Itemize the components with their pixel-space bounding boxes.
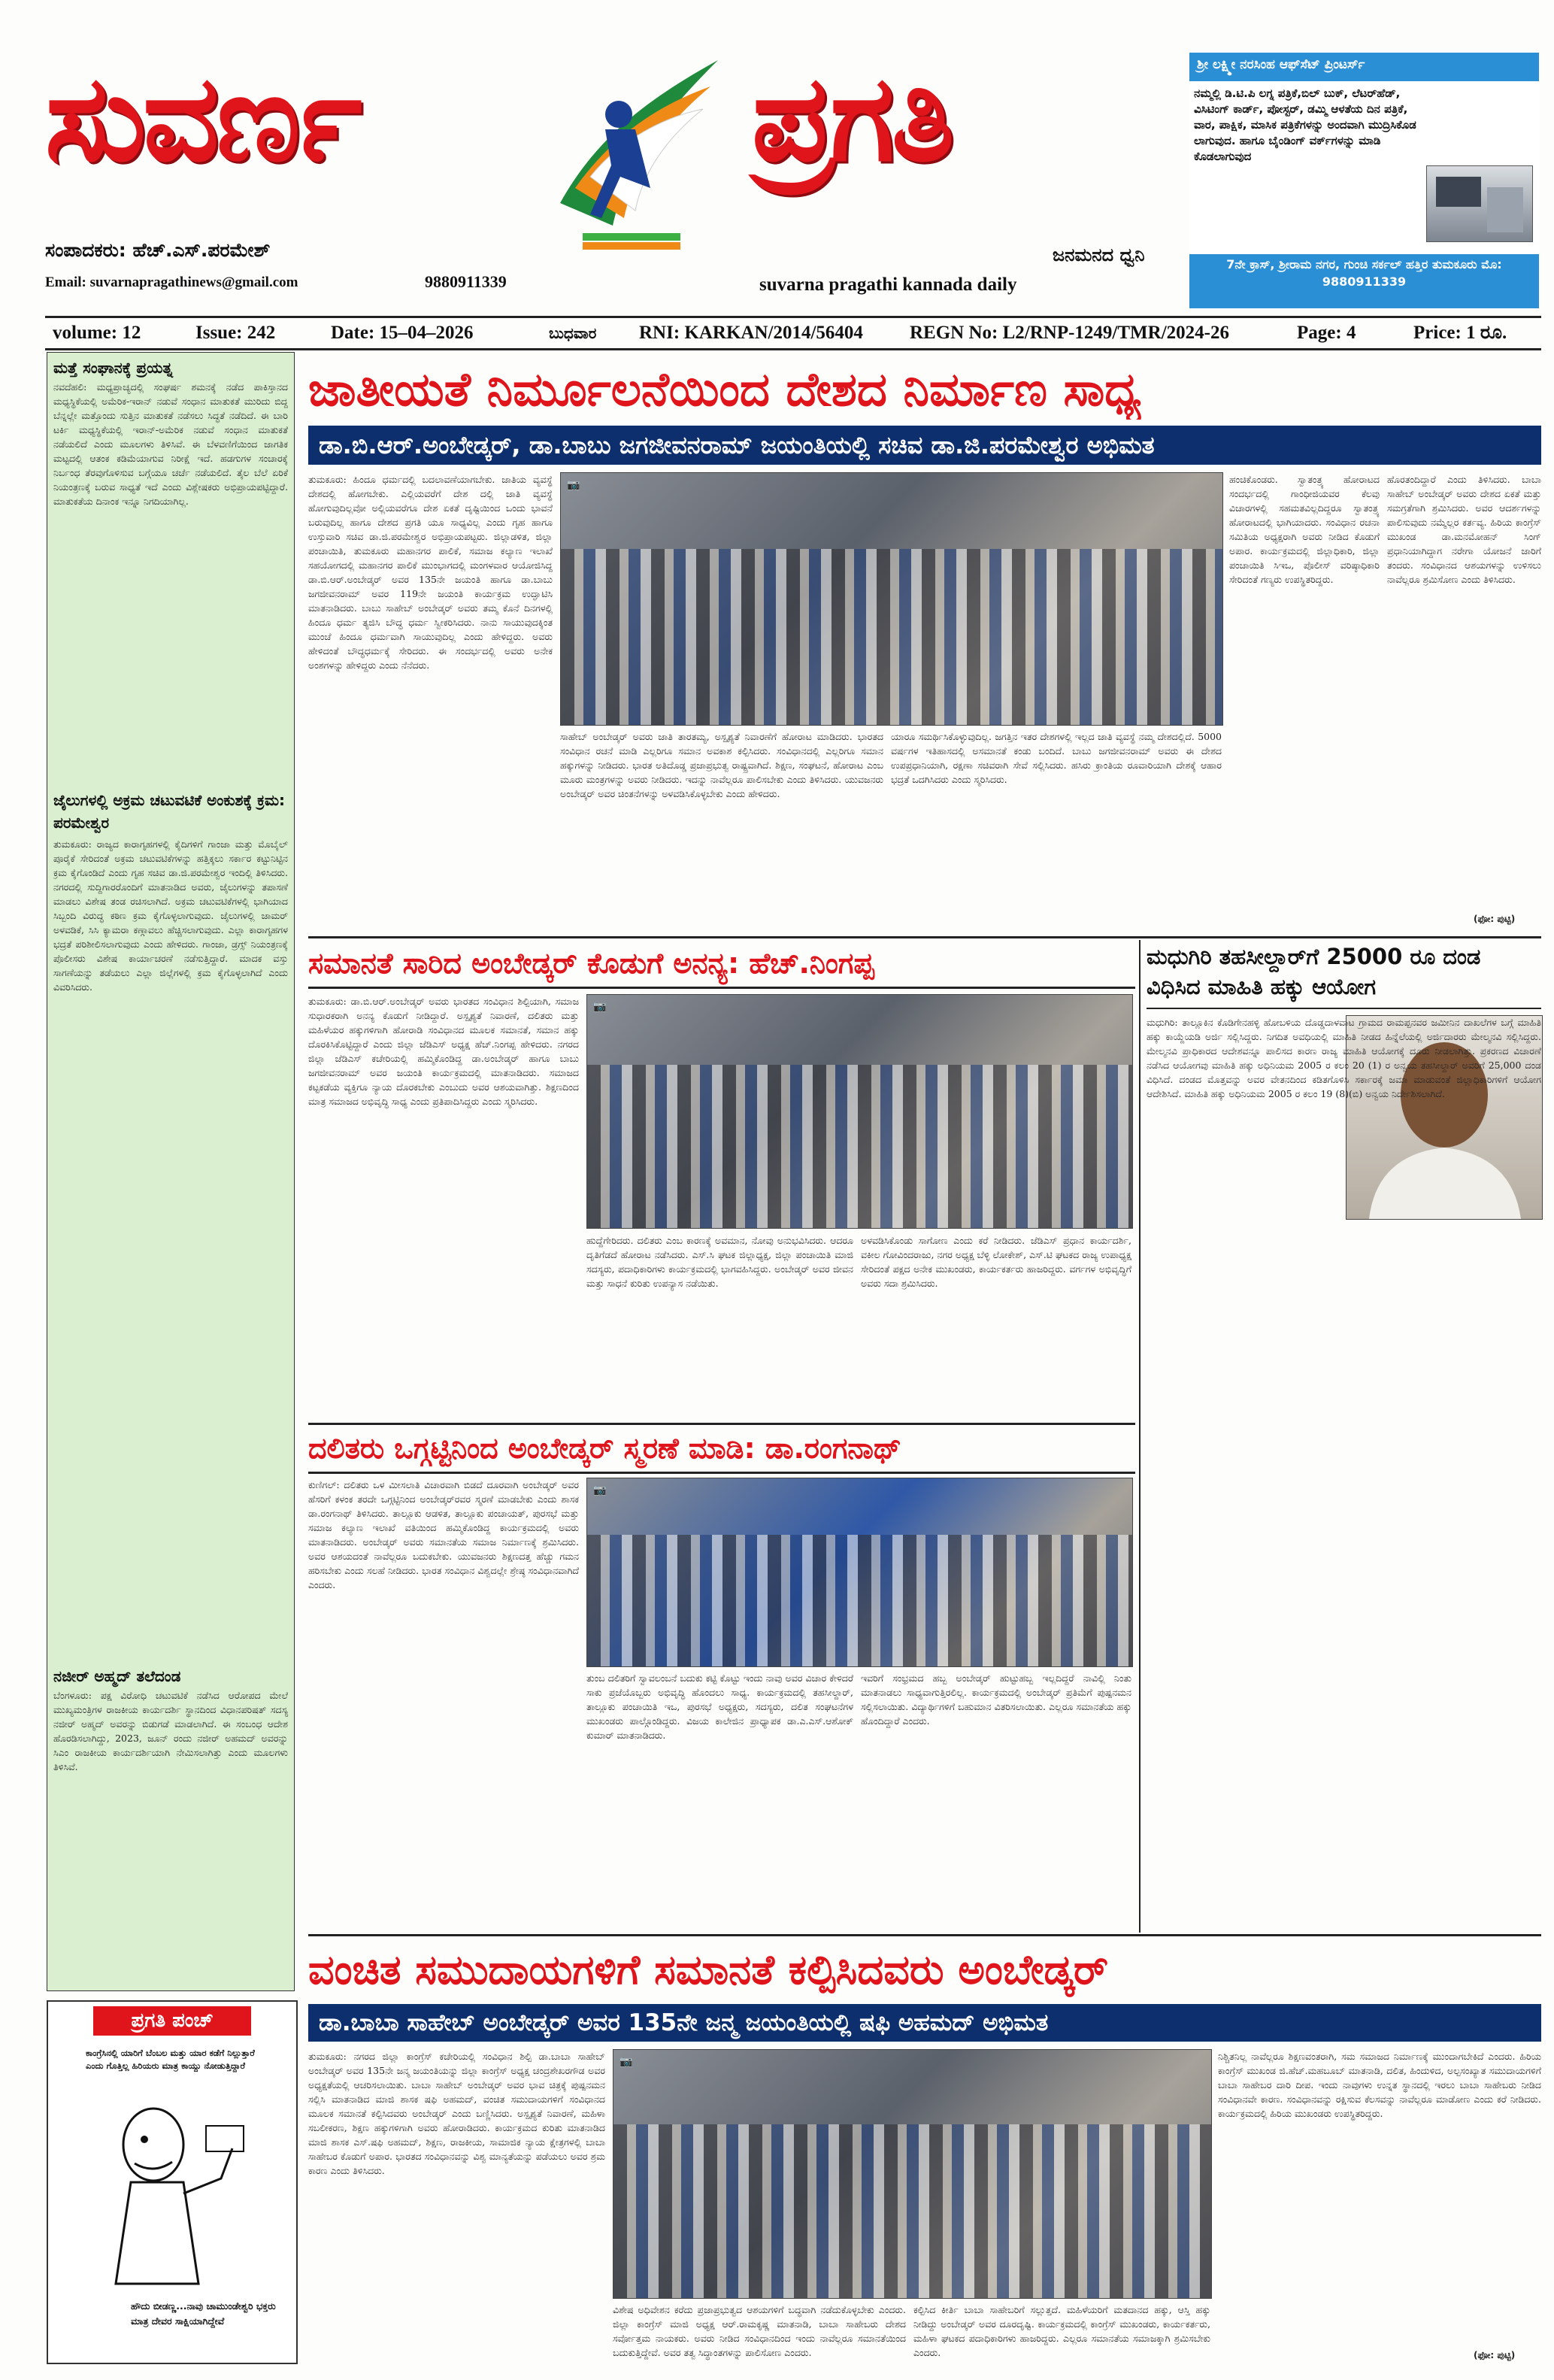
- punch-title: ಪ್ರಗತಿ ಪಂಚ್: [93, 2006, 251, 2036]
- editor-line: ಸಂಪಾದಕರು: ಹೆಚ್.ಎಸ್.ಪರಮೇಶ್: [45, 239, 271, 261]
- story5-col1: ತುಮಕೂರು: ನಗರದ ಜಿಲ್ಲಾ ಕಾಂಗ್ರೆಸ್ ಕಚೇರಿಯಲ್ಲಿ ಸಂವಿಧಾನ ಶಿಲ್ಪಿ ಡಾ.ಬಾಬಾ ಸಾಹೇಬ್ ಅಂಬೇಡ್ಕರ್ ಅವರ 135ನೇ ಜನ್ಮ ಜಯಂತಿಯನ್ನು ಜಿಲ್ಲಾ ಕಾಂಗ್ರೆಸ್ ಅಧ್ಯಕ್ಷ ಚಂದ್ರಶೇಖರಗೌಡ ಅವರ ಅಧ್ಯಕ್ಷತೆಯಲ್ಲಿ ಆಚರಿಸಲಾಯಿತು. ಬಾಬಾ ಸಾಹೇಬ್ ಅಂಬೇಡ್ಕರ್ ಅವರ ಭಾವ ಚಿತ್ರಕ್ಕೆ ಪುಷ್ಪನಮನ ಸಲ್ಲಿಸಿ ಮಾತನಾಡಿದ ಮಾಜಿ ಶಾಸಕ ಷಫಿ ಅಹಮದ್, ವಂಚಿತ ಸಮುದಾಯಗಳಿಗೆ ಸಂವಿಧಾನದ ಮೂಲಕ ಸಮಾನತೆ ಕಲ್ಪಿಸಿದವರು ಅಂಬೇಡ್ಕರ್ ಎಂದು ಬಣ್ಣಿಸಿದರು. ಅಸ್ಪೃಶ್ಯತೆ ನಿವಾರಣೆ, ಮಹಿಳಾ ಸಬಲೀಕರಣ, ಶಿಕ್ಷಣ ಹಕ್ಕುಗಳಿಗಾಗಿ ಅವರು ಹೋರಾಡಿದರು. ಕಾರ್ಯಕ್ರಮದ ಕುರಿತು ಮಾತನಾಡಿದ ಮಾಜಿ ಶಾಸಕ ಎಸ್.ಷಫಿ ಅಹಮದ್, ಶಿಕ್ಷಣ, ರಾಜಕೀಯ, ಸಾಮಾಜಿಕ ನ್ಯಾಯ ಕ್ಷೇತ್ರಗಳಲ್ಲಿ ಬಾಬಾ ಸಾಹೇಬರ ಕೊಡುಗೆ ಅಪಾರ. ಭಾರತದ ಸಂವಿಧಾನವನ್ನು ವಿಶ್ವ ಮಾನ್ಯತೆಯನ್ನು ಪಡೆಯಲು ಅವರ ಶ್ರಮ ಕಾರಣ ಎಂದು ತಿಳಿಸಿದರು.: [308, 2051, 605, 2176]
- story3-headline: ಮಧುಗಿರಿ ತಹಸೀಲ್ದಾರ್‌ಗೆ 25000 ರೂ ದಂಡ ವಿಧಿಸಿದ ಮಾಹಿತಿ ಹಕ್ಕು ಆಯೋಗ: [1147, 944, 1481, 999]
- story5-col4: ನಿಶ್ಚಿತನಿಲ್ಲ ನಾವೆಲ್ಲರೂ ಶಿಕ್ಷಣವಂತರಾಗಿ, ಸಮ ಸಮಾಜದ ನಿರ್ಮಾಣಕ್ಕೆ ಮುಂದಾಗಬೇಕಿದೆ ಎಂದರು. ಹಿರಿಯ ಕಾಂಗ್ರೆಸ್ ಮುಖಂಡ ಜಿ.ಹೆಚ್.ಮಹಬೂಬ್ ಮಾತನಾಡಿ, ದಲಿತ, ಹಿಂದುಳಿದ, ಅಲ್ಪಸಂಖ್ಯಾತ ಸಮುದಾಯಗಳಿಗೆ ಬಾಬಾ ಸಾಹೇಬರ ದಾರಿ ದೀಪ. ಇಂದು ನಾವುಗಳು ಉನ್ನತ ಸ್ಥಾನದಲ್ಲಿ ಇರಲು ಬಾಬಾ ಸಾಹೇಬರು ನೀಡಿದ ಸಂವಿಧಾನವೇ ಕಾರಣ. ಸಂವಿಧಾನವನ್ನು ರಕ್ಷಿಸುವ ಕೆಲಸವನ್ನು ನಾವೆಲ್ಲರೂ ಮಾಡೋಣ ಎಂದು ಕರೆ ನೀಡಿದರು. ಕಾರ್ಯಕ್ರಮದಲ್ಲಿ ಹಿರಿಯ ಮುಖಂಡರು ಉಪಸ್ಥಿತರಿದ್ದರು.: [1218, 2051, 1541, 2119]
- main1-photo: 📷: [560, 472, 1223, 726]
- email-line: Email: suvarnapragathinews@gmail.com: [45, 274, 298, 290]
- volume: volume: 12: [53, 323, 141, 343]
- punch-caption-bottom: ಹೌದು ಬೀಡಣ್ಣ...ನಾವು ಚಾಮುಂಡೇಶ್ವರಿ ಭಕ್ತರು ಮಾತ್ರ ದೇವರ ಸಾಕ್ಷಿಯಾಗಿದ್ದೇವೆ: [131, 2300, 276, 2327]
- main1-col1: ತುಮಕೂರು: ಹಿಂದೂ ಧರ್ಮದಲ್ಲಿ ಬದಲಾವಣೆಯಾಗಬೇಕು. ಜಾತಿಯ ವ್ಯವಸ್ಥೆ ದೇಶದಲ್ಲಿ ಹೋಗಬೇಕು. ಎಲ್ಲಿಯವರೆಗೆ ದೇಶ ದಲ್ಲಿ ಜಾತಿ ವ್ಯವಸ್ಥೆ ಹೋಗುವುದಿಲ್ಲವೋ ಅಲ್ಲಿಯವರೆಗೂ ದೇಶ ಏಕತೆ ದೃಷ್ಟಿಯಿಂದ ಒಂದು ಭಾವನೆ ಬರುವುದಿಲ್ಲ ಹಾಗೂ ದೇಶದ ಪ್ರಗತಿ ಯೂ ಸಾಧ್ಯವಿಲ್ಲ ಎಂದು ಗೃಹ ಹಾಗೂ ಉಸ್ತುವಾರಿ ಸಚಿವ ಡಾ.ಜಿ.ಪರಮೇಶ್ವರ ಅಭಿಪ್ರಾಯಪಟ್ಟರು. ಜಿಲ್ಲಾಡಳಿತ, ಜಿಲ್ಲಾ ಪಂಚಾಯಿತಿ, ತುಮಕೂರು ಮಹಾನಗರ ಪಾಲಿಕೆ, ಸಮಾಜ ಕಲ್ಯಾಣ ಇಲಾಖೆ ಸಹಯೋಗದಲ್ಲಿ ಮಹಾನಗರ ಪಾಲಿಕೆ ಮುಂಭಾಗದಲ್ಲಿ ಮಂಗಳವಾರ ಆಯೋಜಿಸಿದ್ದ ಡಾ.ಬಿ.ಆರ್.ಅಂಬೇಡ್ಕರ್ ಅವರ 135ನೇ ಜಯಂತಿ ಹಾಗೂ ಡಾ.ಬಾಬು ಜಗಜೀವನರಾಮ್ ಅವರ 119ನೇ ಜಯಂತಿ ಕಾರ್ಯಕ್ರಮ ಉದ್ಘಾಟಿಸಿ ಮಾತನಾಡಿದರು. ಬಾಬು ಸಾಹೇಬ್ ಅಂಬೇಡ್ಕರ್ ಅವರು ತಮ್ಮ ಕೊನೆ ದಿನಗಳಲ್ಲಿ ಹಿಂದೂ ಧರ್ಮ ತ್ಯಜಿಸಿ ಬೌದ್ಧ ಧರ್ಮ ಸ್ವೀಕರಿಸಿದರು. ನಾನು ಸಾಯುವುದಕ್ಕಿಂತ ಮುಂಚೆ ಹಿಂದೂ ಧರ್ಮವಾಗಿ ಸಾಯುವುದಿಲ್ಲ ಎಂದು ಹೇಳಿದ್ದರು. ಅವರು ಹೇಳಿದಂತೆ ಬೌದ್ಧಧರ್ಮಕ್ಕೆ ಸೇರಿದರು. ಈ ಸಂದರ್ಭದಲ್ಲಿ ಅವರು ಅನೇಕ ಅಂಶಗಳನ್ನು ಹೇಳಿದ್ದರು ಎಂದು ನೆನೆದರು.: [308, 474, 553, 671]
- date: Date: 15–04–2026: [331, 323, 474, 343]
- cartoon-figure-icon: [101, 2103, 251, 2291]
- story4-col2: ತುಂಬ ದಲಿತರಿಗೆ ಸ್ವಾವಲಂಬನೆ ಬದುಕು ಕಟ್ಟಿ ಕೊಟ್ಟು ಇಂದು ನಾವು ಅವರ ವಿಚಾರ ಕೇಳಿದರೆ ಸಾಕು ಪ್ರಜೆಯೊಬ್ಬರು ಅಭಿವೃದ್ಧಿ ಹೊಂದಲು ಸಾಧ್ಯ. ಕಾರ್ಯಕ್ರಮದಲ್ಲಿ ತಹಸೀಲ್ದಾರ್, ತಾಲ್ಲೂಕು ಪಂಚಾಯಿತಿ ಇಒ, ಪುರಸಭೆ ಅಧ್ಯಕ್ಷರು, ಸದಸ್ಯರು, ದಲಿತ ಸಂಘಟನೆಗಳ ಮುಖಂಡರು ಪಾಲ್ಗೊಂಡಿದ್ದರು. ವಿಜಯ ಕಾಲೇಜಿನ ಪ್ರಾಧ್ಯಾಪಕ ಡಾ.ಎ.ಎಸ್.ಆಶೋಕ್ ಕುಮಾರ್ ಮಾತನಾಡಿದರು.: [586, 1672, 853, 1741]
- ad-body: ನಮ್ಮಲ್ಲಿ ಡಿ.ಟಿ.ಪಿ ಲಗ್ನ ಪತ್ರಿಕೆ,ಬಿಲ್ ಬುಕ್, ಲೆಟರ್‌ಹೆಡ್, ವಿಸಿಟಿಂಗ್ ಕಾರ್ಡ್, ಪೋಸ್ಟರ್, ಡಮ್ಮಿ ಆಳತೆಯ ದಿನ ಪತ್ರಿಕೆ, ವಾರ, ಪಾಕ್ಷಿಕ, ಮಾಸಿಕ ಪತ್ರಿಕೆಗಳನ್ನು ಅಂದವಾಗಿ ಮುದ್ರಿಸಿಕೊಡ ಲಾಗುವುದ. ಹಾಗೂ ಬೈಂಡಿಂಗ್ ವರ್ಕ್‌ಗಳನ್ನು ಮಾಡಿ ಕೊಡಲಾಗುವುದ: [1194, 86, 1416, 163]
- printer-image: [1426, 165, 1533, 242]
- price: Price: 1 ರೂ.: [1413, 323, 1507, 343]
- left-text-1: ನವದೆಹಲಿ: ಮಧ್ಯಪ್ರಾಚ್ಯದಲ್ಲಿ ಸಂಘರ್ಷ ಶಮನಕ್ಕೆ ನಡೆದ ಪಾಕಿಸ್ತಾನದ ಮಧ್ಯಸ್ಥಿಕೆಯಲ್ಲಿ ಅಮೆರಿಕ-ಇರಾನ್ ನಡುವೆ ಸಂಧಾನ ಮಾತುಕತೆ ಮುರಿದು ಬಿದ್ದ ಬೆನ್ನಲ್ಲೇ ಮತ್ತೊಂದು ಸುತ್ತಿನ ಮಾತುಕತೆ ನಡೆಸಲು ಸಿದ್ಧತೆ ನಡೆದಿದೆ. ಈ ಬಾರಿ ಟರ್ಕಿ ಮಧ್ಯಸ್ಥಿಕೆಯಲ್ಲಿ ಇರಾನ್-ಅಮೆರಿಕ ನಡುವೆ ಸಂಧಾನ ಮಾತುಕತೆ ನಡೆಯಲಿದೆ ಎಂದು ಮೂಲಗಳು ತಿಳಿಸಿವೆ. ಈ ಬೆಳವಣಿಗೆಯಿಂದ ಜಾಗತಿಕ ಮಟ್ಟದಲ್ಲಿ ಆತಂಕ ಕಡಿಮೆಯಾಗುವ ನಿರೀಕ್ಷೆ ಇದೆ. ಹಡಗುಗಳ ಸಂಚಾರಕ್ಕೆ ನಿರ್ಬಂಧ ತೆರವುಗೊಳಿಸುವ ಬಗ್ಗೆಯೂ ಚರ್ಚೆ ನಡೆಯಲಿದೆ. ತೈಲ ಬೆಲೆ ಏರಿಕೆ ನಿಯಂತ್ರಣಕ್ಕೆ ಬರುವ ಸಾಧ್ಯತೆ ಇದೆ ಎಂದು ವಿಶ್ಲೇಷಕರು ಅಭಿಪ್ರಾಯಪಟ್ಟಿದ್ದಾರೆ. ಮಾತುಕತೆಯ ದಿನಾಂಕ ಇನ್ನೂ ನಿಗದಿಯಾಗಿಲ್ಲ.: [53, 381, 288, 507]
- page-number: Page: 4: [1297, 323, 1356, 343]
- left-text-2: ತುಮಕೂರು: ರಾಜ್ಯದ ಕಾರಾಗೃಹಗಳಲ್ಲಿ ಕೈದಿಗಳಿಗೆ ಗಾಂಜಾ ಮತ್ತು ಮೊಬೈಲ್ ಪೂರೈಕೆ ಸೇರಿದಂತೆ ಅಕ್ರಮ ಚಟುವಟಿಕೆಗಳನ್ನು ಹತ್ತಿಕ್ಕಲು ಸರ್ಕಾರ ಕಟ್ಟುನಿಟ್ಟಿನ ಕ್ರಮ ಕೈಗೊಂಡಿದೆ ಎಂದು ಗೃಹ ಸಚಿವ ಡಾ.ಜಿ.ಪರಮೇಶ್ವರ ಇಂದಿಲ್ಲಿ ತಿಳಿಸಿದರು. ನಗರದಲ್ಲಿ ಸುದ್ದಿಗಾರರೊಂದಿಗೆ ಮಾತನಾಡಿದ ಅವರು, ಜೈಲುಗಳನ್ನು ತಪಾಸಣೆ ಮಾಡಲು ವಿಶೇಷ ತಂಡ ರಚಿಸಲಾಗಿದೆ. ಅಕ್ರಮ ಚಟುವಟಿಕೆಗಳಲ್ಲಿ ಭಾಗಿಯಾದ ಸಿಬ್ಬಂದಿ ವಿರುದ್ಧ ಕಠಿಣ ಕ್ರಮ ಕೈಗೊಳ್ಳಲಾಗುವುದು. ಜೈಲುಗಳಲ್ಲಿ ಜಾಮರ್ ಅಳವಡಿಕೆ, ಸಿಸಿ ಕ್ಯಾಮರಾ ಕಣ್ಗಾವಲು ಹೆಚ್ಚಿಸಲಾಗುವುದು. ಎಲ್ಲಾ ಕಾರಾಗೃಹಗಳ ಭದ್ರತೆ ಪರಿಶೀಲಿಸಲಾಗುವುದು ಎಂದು ಹೇಳಿದರು. ಗಾಂಜಾ, ಡ್ರಗ್ಸ್ ನಿಯಂತ್ರಣಕ್ಕೆ ಪೊಲೀಸರು ವಿಶೇಷ ಕಾರ್ಯಾಚರಣೆ ನಡೆಸುತ್ತಿದ್ದಾರೆ. ಮಾದಕ ವಸ್ತು ಸಾಗಣೆಯನ್ನು ತಡೆಯಲು ಎಲ್ಲಾ ಜಿಲ್ಲೆಗಳಲ್ಲಿ ಕ್ರಮ ಕೈಗೊಳ್ಳಲಾಗಿದೆ ಎಂದು ವಿವರಿಸಿದರು.: [53, 838, 288, 993]
- main1-col2: ಸಾಹೇಬ್ ಅಂಬೇಡ್ಕರ್ ಅವರು ಜಾತಿ ತಾರತಮ್ಯ, ಅಸ್ಪೃಶ್ಯತೆ ನಿವಾರಣೆಗೆ ಹೋರಾಟ ಮಾಡಿದರು. ಭಾರತದ ಸಂವಿಧಾನ ರಚನೆ ಮಾಡಿ ಎಲ್ಲರಿಗೂ ಸಮಾನ ಅವಕಾಶ ಕಲ್ಪಿಸಿದರು. ಸಂವಿಧಾನದಲ್ಲಿ ಎಲ್ಲರಿಗೂ ಸಮಾನ ಹಕ್ಕುಗಳನ್ನು ನೀಡಿದರು. ಭಾರತ ಅತಿದೊಡ್ಡ ಪ್ರಜಾಪ್ರಭುತ್ವ ರಾಷ್ಟ್ರವಾಗಿದೆ. ಶಿಕ್ಷಣ, ಸಂಘಟನೆ, ಹೋರಾಟ ಎಂಬ ಮೂರು ಮಂತ್ರಗಳನ್ನು ಅವರು ನೀಡಿದರು. ಇದನ್ನು ನಾವೆಲ್ಲರೂ ಪಾಲಿಸಬೇಕು ಎಂದು ತಿಳಿಸಿದರು. ಯುವಜನರು ಅಂಬೇಡ್ಕರ್ ಅವರ ಚಿಂತನೆಗಳನ್ನು ಅಳವಡಿಸಿಕೊಳ್ಳಬೇಕು ಎಂದು ಹೇಳಿದರು.: [560, 731, 883, 799]
- main1-col5: ಹೊರತಂದಿದ್ದಾರೆ ಎಂದು ತಿಳಿಸಿದರು. ಬಾಬಾ ಸಾಹೇಬ್ ಅಂಬೇಡ್ಕರ್ ಅವರು ದೇಶದ ಏಕತೆ ಮತ್ತು ಸಮಗ್ರತೆಗಾಗಿ ಶ್ರಮಿಸಿದರು. ಅವರ ಆದರ್ಶಗಳನ್ನು ಪಾಲಿಸುವುದು ನಮ್ಮೆಲ್ಲರ ಕರ್ತವ್ಯ. ಹಿರಿಯ ಕಾಂಗ್ರೆಸ್ ಮುಖಂಡ ಡಾ.ಮನಮೋಹನ್ ಸಿಂಗ್ ಪ್ರಧಾನಿಯಾಗಿದ್ದಾಗ ನರೇಗಾ ಯೋಜನೆ ಜಾರಿಗೆ ತಂದರು. ಸಂವಿಧಾನದ ಆಶಯಗಳನ್ನು ಉಳಿಸಲು ನಾವೆಲ್ಲರೂ ಶ್ರಮಿಸೋಣ ಎಂದು ತಿಳಿಸಿದರು.: [1387, 474, 1541, 585]
- phone-line: 9880911339: [425, 272, 507, 291]
- story4-col1: ಕುಣಿಗಲ್: ದಲಿತರು ಒಳ ಮೀಸಲಾತಿ ವಿಚಾರವಾಗಿ ಬಿಡದೆ ದೂರವಾಗಿ ಅಂಬೇಡ್ಕರ್ ಅವರ ಹೆಸರಿಗೆ ಕಳಂಕ ತರದೇ ಒಗ್ಗಟ್ಟಿನಿಂದ ಅಂಬೇಡ್ಕರ್‌ರವರ ಸ್ಮರಣೆ ಮಾಡಬೇಕು ಎಂದು ಶಾಸಕ ಡಾ.ರಂಗನಾಥ್ ತಿಳಿಸಿದರು. ತಾಲ್ಲೂಕು ಆಡಳಿತ, ತಾಲ್ಲೂಕು ಪಂಚಾಯತ್, ಪುರಸಭೆ ಮತ್ತು ಸಮಾಜ ಕಲ್ಯಾಣ ಇಲಾಖೆ ವತಿಯಿಂದ ಹಮ್ಮಿಕೊಂಡಿದ್ದ ಕಾರ್ಯಕ್ರಮದಲ್ಲಿ ಅವರು ಮಾತನಾಡಿದರು. ಅಂಬೇಡ್ಕರ್ ಅವರು ಸಮಾನತೆಯ ಸಮಾಜ ನಿರ್ಮಾಣಕ್ಕೆ ಶ್ರಮಿಸಿದರು. ಅವರ ಆಶಯದಂತೆ ನಾವೆಲ್ಲರೂ ಬದುಕಬೇಕು. ಯುವಜನರು ಶಿಕ್ಷಣದತ್ತ ಹೆಚ್ಚು ಗಮನ ಹರಿಸಬೇಕು ಎಂದು ಸಲಹೆ ನೀಡಿದರು. ಭಾರತ ಸಂವಿಧಾನ ವಿಶ್ವದಲ್ಲೇ ಶ್ರೇಷ್ಠ ಸಂವಿಧಾನವಾಗಿದೆ ಎಂದರು.: [308, 1479, 579, 1590]
- masthead-logo-icon: [530, 45, 726, 263]
- info-bar: [45, 316, 1541, 350]
- masthead: [0, 0, 1554, 310]
- weekday: ಬುಧವಾರ: [549, 324, 597, 342]
- left-heading-2: ಜೈಲುಗಳಲ್ಲಿ ಅಕ್ರಮ ಚಟುವಟಿಕೆ ಅಂಕುಶಕ್ಕೆ ಕ್ರಮ: ಪರಮೇಶ್ವರ: [53, 791, 286, 832]
- left-heading-3: ನಜೀರ್ ಅಹ್ಮದ್ ತಲೆದಂಡ: [53, 1667, 181, 1685]
- story5-col2: ವಿಶೇಷ ಅಧಿವೇಶನ ಕರೆದು ಪ್ರಜಾಪ್ರಭುತ್ವದ ಆಶಯಗಳಿಗೆ ಬದ್ಧವಾಗಿ ನಡೆದುಕೊಳ್ಳಬೇಕು ಎಂದರು. ಜಿಲ್ಲಾ ಕಾಂಗ್ರೆಸ್ ಮಾಜಿ ಅಧ್ಯಕ್ಷ ಆರ್.ರಾಮಕೃಷ್ಣ ಮಾತನಾಡಿ, ಬಾಬಾ ಸಾಹೇಬರು ದೇಶದ ಸರ್ವೋತ್ತಮ ನಾಯಕರು. ಅವರು ನೀಡಿದ ಸಂವಿಧಾನದಿಂದ ಇಂದು ನಾವೆಲ್ಲರೂ ಸಮಾನತೆಯಿಂದ ಬದುಕುತ್ತಿದ್ದೇವೆ. ಅವರ ತತ್ವ ಸಿದ್ಧಾಂತಗಳನ್ನು ಪಾಲಿಸೋಣ ಎಂದರು.: [613, 2304, 906, 2358]
- story4-headline: ದಲಿತರು ಒಗ್ಗಟ್ಟಿನಿಂದ ಅಂಬೇಡ್ಕರ್ ಸ್ಮರಣೆ ಮಾಡಿ: ಡಾ.ರಂಗನಾಥ್: [308, 1423, 1135, 1474]
- story5-subhead: ಡಾ.ಬಾಬಾ ಸಾಹೇಬ್ ಅಂಬೇಡ್ಕರ್ ಅವರ 135ನೇ ಜನ್ಮ ಜಯಂತಿಯಲ್ಲಿ ಷಫಿ ಅಹಮದ್ ಅಭಿಮತ: [308, 2004, 1541, 2042]
- main-subhead: ಡಾ.ಬಿ.ಆರ್.ಅಂಬೇಡ್ಕರ್, ಡಾ.ಬಾಬು ಜಗಜೀವನರಾಮ್ ಜಯಂತಿಯಲ್ಲಿ ಸಚಿವ ಡಾ.ಜಿ.ಪರಮೇಶ್ವರ ಅಭಿಮತ: [308, 426, 1541, 465]
- story5-photo: 📷: [613, 2049, 1212, 2299]
- story3-body: ಮಧುಗಿರಿ: ತಾಲ್ಲೂಕಿನ ಕೊಡಿಗೇನಹಳ್ಳಿ ಹೋಬಳಿಯ ದೊಡ್ಡದಾಳವಾಟ ಗ್ರಾಮದ ರಾಮಪ್ಪನವರ ಜಮೀನಿನ ದಾಖಲೆಗಳ ಬಗ್ಗೆ ಮಾಹಿತಿ ಹಕ್ಕು ಕಾಯ್ದೆಯಡಿ ಅರ್ಜಿ ಸಲ್ಲಿಸಿದ್ದರು. ನಿಗದಿತ ಅವಧಿಯಲ್ಲಿ ಮಾಹಿತಿ ನೀಡದ ಹಿನ್ನೆಲೆಯಲ್ಲಿ ಅರ್ಜಿದಾರರು ಮೇಲ್ಮನವಿ ಸಲ್ಲಿಸಿದ್ದರು. ಮೇಲ್ಮನವಿ ಪ್ರಾಧಿಕಾರದ ಆದೇಶವನ್ನೂ ಪಾಲಿಸದ ಕಾರಣ ರಾಜ್ಯ ಮಾಹಿತಿ ಆಯೋಗಕ್ಕೆ ದೂರು ನೀಡಲಾಗಿತ್ತು. ಪ್ರಕರಣದ ವಿಚಾರಣೆ ನಡೆಸಿದ ಆಯೋಗವು ಮಾಹಿತಿ ಹಕ್ಕು ಅಧಿನಿಯಮ 2005 ರ ಕಲಂ 20 (1) ರ ಅನ್ವಯ ತಹಸೀಲ್ದಾರ್ ಅವರಿಗೆ 25,000 ದಂಡ ವಿಧಿಸಿದೆ. ದಂಡದ ಮೊತ್ತವನ್ನು ಅವರ ವೇತನದಿಂದ ಕಡಿತಗೊಳಿಸಿ ಸರ್ಕಾರಕ್ಕೆ ಜಮಾ ಮಾಡುವಂತೆ ಜಿಲ್ಲಾಧಿಕಾರಿಗಳಿಗೆ ಆಯೋಗ ಆದೇಶಿಸಿದೆ. ಮಾಹಿತಿ ಹಕ್ಕು ಅಧಿನಿಯಮ 2005 ರ ಕಲಂ 19 (8)(ಬಿ) ಅನ್ವಯ ನಿರ್ದೇಶಿಸಲಾಗಿದೆ.: [1147, 1017, 1541, 1099]
- story5-headline: ವಂಚಿತ ಸಮುದಾಯಗಳಿಗೆ ಸಮಾನತೆ ಕಲ್ಪಿಸಿದವರು ಅಂಬೇಡ್ಕರ್: [308, 1946, 1109, 1993]
- story2-col2: ಹುದ್ದೆಗೇರಿದರು. ದಲಿತರು ಎಂಬ ಕಾರಣಕ್ಕೆ ಅವಮಾನ, ನೋವು ಅನುಭವಿಸಿದರು. ಆದರೂ ದೃತಿಗೆಡದೆ ಹೋರಾಟ ನಡೆಸಿದರು. ಎಸ್.ಸಿ ಘಟಕ ಜಿಲ್ಲಾಧ್ಯಕ್ಷ, ಜಿಲ್ಲಾ ಪಂಚಾಯಿತಿ ಮಾಜಿ ಸದಸ್ಯರು, ಪದಾಧಿಕಾರಿಗಳು ಕಾರ್ಯಕ್ರಮದಲ್ಲಿ ಭಾಗವಹಿಸಿದ್ದರು. ಅಂಬೇಡ್ಕರ್ ಅವರ ಜೀವನ ಮತ್ತು ಸಾಧನೆ ಕುರಿತು ಉಪನ್ಯಾಸ ನಡೆಯಿತು.: [586, 1235, 853, 1289]
- story2-col3: ಅಳವಡಿಸಿಕೊಂಡು ಸಾಗೋಣ ಎಂದು ಕರೆ ನೀಡಿದರು. ಜೆಡಿಎಸ್ ಪ್ರಧಾನ ಕಾರ್ಯದರ್ಶಿ, ವಕೀಲ ಗೋವಿಂದರಾಜು, ನಗರ ಅಧ್ಯಕ್ಷ ಬೆಳ್ಳಿ ಲೋಕೇಶ್, ಎಸ್.ಟಿ ಘಟಕದ ರಾಜ್ಯ ಉಪಾಧ್ಯಕ್ಷ ಸೇರಿದಂತೆ ಪಕ್ಷದ ಅನೇಕ ಮುಖಂಡರು, ಕಾರ್ಯಕರ್ತರು ಹಾಜರಿದ್ದರು. ವರ್ಗಗಳ ಅಭಿವೃದ್ಧಿಗೆ ಅವರು ಸದಾ ಶ್ರಮಿಸಿದರು.: [861, 1235, 1131, 1289]
- main-headline: ಜಾತೀಯತೆ ನಿರ್ಮೂಲನೆಯಿಂದ ದೇಶದ ನಿರ್ಮಾಣ ಸಾಧ್ಯ: [308, 362, 1141, 417]
- rni: RNI: KARKAN/2014/56404: [639, 323, 863, 343]
- ad-address: 7ನೇ ಕ್ರಾಸ್, ಶ್ರೀರಾಮ ನಗರ, ಗುಂಚಿ ಸರ್ಕಲ್ ಹತ್ತಿರ ತುಮಕೂರು ಮೊ: 9880911339: [1189, 254, 1539, 308]
- masthead-title-left: ಸುವರ್ಣ: [45, 50, 359, 188]
- left-column: [47, 352, 295, 1991]
- tagline: ಜನಮನದ ಧ್ವನಿ: [1053, 244, 1145, 265]
- issue: Issue: 242: [195, 323, 276, 343]
- story5-col3: ಕಲ್ಪಿಸಿದ ಕೀರ್ತಿ ಬಾಬಾ ಸಾಹೇಬರಿಗೆ ಸಲ್ಲುತ್ತದೆ. ಮಹಿಳೆಯರಿಗೆ ಮತದಾನದ ಹಕ್ಕು, ಆಸ್ತಿ ಹಕ್ಕು ನೀಡಿದ್ದು ಅಂಬೇಡ್ಕರ್ ಅವರ ದೂರದೃಷ್ಟಿ. ಕಾರ್ಯಕ್ರಮದಲ್ಲಿ ಕಾಂಗ್ರೆಸ್ ಮುಖಂಡರು, ಕಾರ್ಯಕರ್ತರು, ಮಹಿಳಾ ಘಟಕದ ಪದಾಧಿಕಾರಿಗಳು ಹಾಜರಿದ್ದರು. ಎಲ್ಲರೂ ಸಮಾನತೆಯ ಸಮಾಜಕ್ಕಾಗಿ ಶ್ರಮಿಸಬೇಕು ಎಂದರು.: [913, 2304, 1210, 2358]
- ad-title: ಶ್ರೀ ಲಕ್ಷ್ಮೀ ನರಸಿಂಹ ಆಫ್‌ಸೆಟ್ ಪ್ರಿಂಟರ್ಸ್: [1189, 53, 1539, 81]
- story2-headline: ಸಮಾನತೆ ಸಾರಿದ ಅಂಬೇಡ್ಕರ್ ಕೊಡುಗೆ ಅನನ್ಯ: ಹೆಚ್.ನಿಂಗಪ್ಪ: [308, 940, 1135, 989]
- left-heading-1: ಮತ್ತೆ ಸಂಘಾನಕ್ಕೆ ಪ್ರಯತ್ನ: [53, 359, 173, 377]
- regn: REGN No: L2/RNP-1249/TMR/2024-26: [910, 323, 1229, 343]
- story2-col1: ತುಮಕೂರು: ಡಾ.ಬಿ.ಆರ್.ಅಂಬೇಡ್ಕರ್ ಅವರು ಭಾರತದ ಸಂವಿಧಾನ ಶಿಲ್ಪಿಯಾಗಿ, ಸಮಾಜ ಸುಧಾರಕರಾಗಿ ಅನನ್ಯ ಕೊಡುಗೆ ನೀಡಿದ್ದಾರೆ. ಅಸ್ಪೃಶ್ಯತೆ ನಿವಾರಣೆ, ದಲಿತರು ಮತ್ತು ಮಹಿಳೆಯರ ಹಕ್ಕುಗಳಿಗಾಗಿ ಹೋರಾಡಿ ಸಂವಿಧಾನದ ಮೂಲಕ ಸಮಾನತೆ, ಸಮಾನ ಹಕ್ಕು ದೊರಕಿಸಿಕೊಟ್ಟಿದ್ದಾರೆ ಎಂದು ಜಿಲ್ಲಾ ಜೆಡಿಎಸ್ ಅಧ್ಯಕ್ಷ ಹೆಚ್.ನಿಂಗಪ್ಪ ಹೇಳಿದರು. ನಗರದ ಜಿಲ್ಲಾ ಜೆಡಿಎಸ್ ಕಚೇರಿಯಲ್ಲಿ ಹಮ್ಮಿಕೊಂಡಿದ್ದ ಡಾ.ಅಂಬೇಡ್ಕರ್ ಹಾಗೂ ಬಾಬು ಜಗಜೀವನರಾಮ್ ಅವರ ಜಯಂತಿ ಕಾರ್ಯಕ್ರಮದಲ್ಲಿ ಮಾತನಾಡಿದರು. ಸಮಾಜದ ಕಟ್ಟಕಡೆಯ ವ್ಯಕ್ತಿಗೂ ನ್ಯಾಯ ದೊರಕಬೇಕು ಎಂಬುದು ಅವರ ಆಶಯವಾಗಿತ್ತು. ಶಿಕ್ಷಣದಿಂದ ಮಾತ್ರ ಸಮಾಜದ ಅಭಿವೃದ್ಧಿ ಸಾಧ್ಯ ಎಂದು ಪ್ರತಿಪಾದಿಸಿದ್ದರು ಎಂದು ಸ್ಮರಿಸಿದರು.: [308, 996, 579, 1107]
- ad-box: [1189, 53, 1539, 308]
- left-text-3: ಬೆಂಗಳೂರು: ಪಕ್ಷ ವಿರೋಧಿ ಚಟುವಟಿಕೆ ನಡೆಸಿದ ಆರೋಪದ ಮೇಲೆ ಮುಖ್ಯಮಂತ್ರಿಗಳ ರಾಜಕೀಯ ಕಾರ್ಯದರ್ಶಿ ಸ್ಥಾನದಿಂದ ವಿಧಾನಪರಿಷತ್ ಸದಸ್ಯ ನಜೀರ್ ಅಹ್ಮದ್ ಅವರನ್ನು ಬಿಡುಗಡೆ ಮಾಡಲಾಗಿದೆ. ಈ ಸಂಬಂಧ ಆದೇಶ ಹೊರಡಿಸಲಾಗಿದ್ದು, 2023, ಜೂನ್ ರಂದು ನಜೀರ್ ಅಹಮದ್ ಅವರನ್ನು ಸಿಎಂ ರಾಜಕೀಯ ಕಾರ್ಯದರ್ಶಿಯಾಗಿ ನೇಮಿಸಲಾಗಿತ್ತು ಎಂದು ಮೂಲಗಳು ತಿಳಿಸಿವೆ.: [53, 1690, 288, 1772]
- pragati-punch: [47, 2000, 298, 2364]
- main1-col3: ಯಾರೂ ಸಮರ್ಥಿಸಿಕೊಳ್ಳುವುದಿಲ್ಲ. ಜಗತ್ತಿನ ಇತರ ದೇಶಗಳಲ್ಲಿ ಇಲ್ಲದ ಜಾತಿ ವ್ಯವಸ್ಥೆ ನಮ್ಮ ದೇಶದಲ್ಲಿದೆ. 5000 ವರ್ಷಗಳ ಇತಿಹಾಸದಲ್ಲಿ ಅಸಮಾನತೆ ಕಂಡು ಬಂದಿದೆ. ಬಾಬು ಜಗಜೀವನರಾಮ್ ಅವರು ಈ ದೇಶದ ಉಪಪ್ರಧಾನಿಯಾಗಿ, ರಕ್ಷಣಾ ಸಚಿವರಾಗಿ ಸೇವೆ ಸಲ್ಲಿಸಿದರು. ಹಸಿರು ಕ್ರಾಂತಿಯ ರೂವಾರಿಯಾಗಿ ದೇಶಕ್ಕೆ ಆಹಾರ ಭದ್ರತೆ ಒದಗಿಸಿದರು ಎಂದು ಸ್ಮರಿಸಿದರು.: [891, 731, 1222, 785]
- main1-col4: ಹಂಚಿಕೊಂಡರು. ಸ್ವಾತಂತ್ರ್ಯ ಹೋರಾಟದ ಸಂದರ್ಭದಲ್ಲಿ ಗಾಂಧೀಜಿಯವರ ಕೆಲವು ವಿಚಾರಗಳಲ್ಲಿ ಸಹಮತವಿಲ್ಲದಿದ್ದರೂ ಸ್ವಾತಂತ್ರ್ಯ ಹೋರಾಟದಲ್ಲಿ ಭಾಗಿಯಾದರು. ಸಂವಿಧಾನ ರಚನಾ ಸಮಿತಿಯ ಅಧ್ಯಕ್ಷರಾಗಿ ಅವರು ನೀಡಿದ ಕೊಡುಗೆ ಅಪಾರ. ಕಾರ್ಯಕ್ರಮದಲ್ಲಿ ಜಿಲ್ಲಾಧಿಕಾರಿ, ಜಿಲ್ಲಾ ಪಂಚಾಯಿತಿ ಸಿಇಒ, ಪೊಲೀಸ್ ವರಿಷ್ಠಾಧಿಕಾರಿ ಸೇರಿದಂತೆ ಗಣ್ಯರು ಉಪಸ್ಥಿತರಿದ್ದರು.: [1229, 474, 1380, 585]
- story2-photo: 📷: [586, 994, 1133, 1229]
- story5-photo-credit: (ಫೋ: ಪುಟ್ಟಿ): [1474, 2350, 1516, 2360]
- story4-col3: ಇವರಿಗೆ ಸಂಭ್ರಮದ ಹಬ್ಬ ಅಂಬೇಡ್ಕರ್ ಹುಟ್ಟುಹಬ್ಬ ಇಲ್ಲದಿದ್ದರೆ ನಾವಿಲ್ಲಿ ನಿಂತು ಮಾತನಾಡಲು ಸಾಧ್ಯವಾಗುತ್ತಿರಲಿಲ್ಲ. ಕಾರ್ಯಕ್ರಮದಲ್ಲಿ ಅಂಬೇಡ್ಕರ್ ಪ್ರತಿಮೆಗೆ ಪುಷ್ಪನಮನ ಸಲ್ಲಿಸಲಾಯಿತು. ವಿದ್ಯಾರ್ಥಿಗಳಿಗೆ ಬಹುಮಾನ ವಿತರಿಸಲಾಯಿತು. ಎಲ್ಲರೂ ಸಮಾನತೆಯ ಹಕ್ಕು ಹೊಂದಿದ್ದಾರೆ ಎಂದರು.: [861, 1672, 1131, 1727]
- story4-photo: 📷: [586, 1478, 1133, 1667]
- main1-photo-credit: (ಫೋ: ಪುಟ್ಟಿ): [1474, 914, 1516, 924]
- daily-name: suvarna pragathi kannada daily: [759, 274, 1017, 295]
- masthead-title-right: ಪ್ರಗತಿ: [752, 50, 952, 188]
- punch-caption-top: ಕಾಂಗ್ರೆಸಿನಲ್ಲಿ ಯಾರಿಗೆ ಬೆಂಬಲ ಮತ್ತು ಯಾರ ಕಡೆಗೆ ನಿಲ್ಲುತ್ತಾರೆ ಎಂದು ಗೊತ್ತಿಲ್ಲ ಹಿರಿಯರು ಮಾತ್ರ ಕಾಯ್ದು ನೋಡುತ್ತಿದ್ದಾರೆ: [86, 2048, 255, 2071]
